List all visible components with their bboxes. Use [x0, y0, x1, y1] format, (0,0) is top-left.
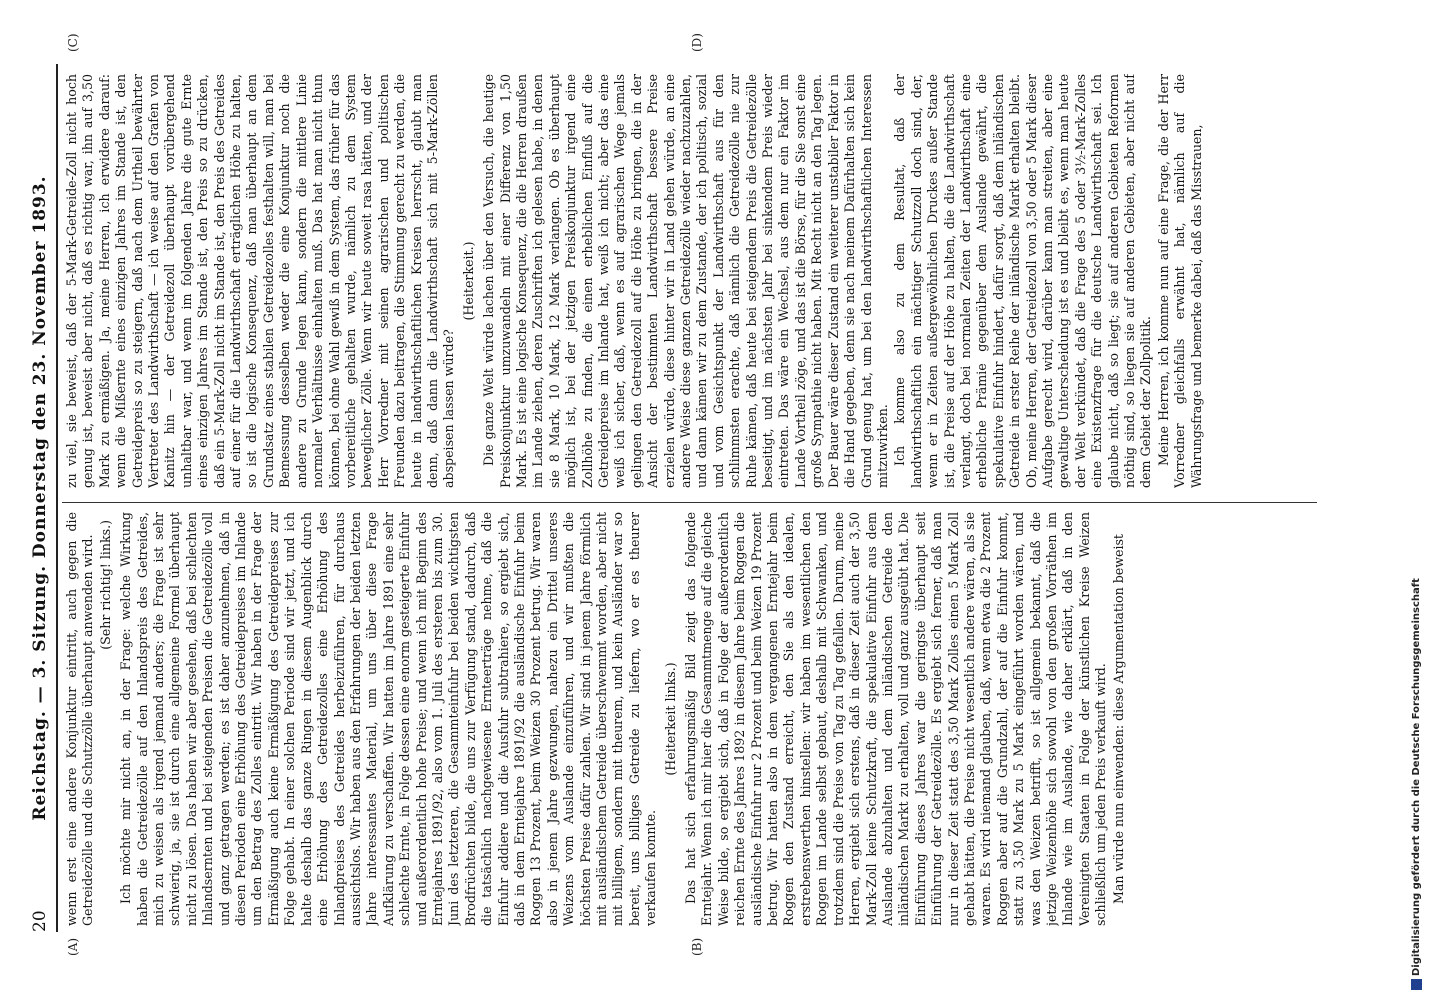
page-number: 20	[30, 910, 50, 932]
paragraph: Die ganze Welt würde lachen über den Versuch, die heutige Preiskonjunktur umzuwandeln mit einer Differenz von 1,50 Mark. Es ist eine logische Konsequenz, die die Herren draußen im Lande ziehen, deren Zuschriften ich gelesen habe, in denen sie 8 Mark, 10 Mark, 12 Mark verlangen. Ob es überhaupt möglich ist, bei der jetzigen Preiskonjunktur irgend eine Zollhöhe zu finden, die einen erheblichen Einfluß auf die Getreidepreise im Inlande hat, weiß ich nicht; aber das eine weiß ich sicher, daß, wenn es auf agrarischen Wege jemals gelingen den Getreidezoll auf die Höhe zu bringen, die in der Ansicht der bestimmten Landwirthschaft bessere Preise erzielen würde, diese hinter wir in Land gehen würde, an eine andere Weise diese ganzen Getreidezölle wieder nachzuzahlen, und dann kämen wir zu dem Zustande, der ich politisch, sozial und vom Gesichtspunkt der Landwirthschaft aus für den schlimmsten erachte, daß nämlich die Getreidezölle nie zur Ruhe kämen, daß heute bei steigendem Preis die Getreidezölle beseitigt, und im nächsten Jahr bei sinkendem Preis wieder eintreten. Das wäre ein Wechsel, aus dem nur ein Faktor im Lande Vortheil zöge, und das ist die Börse, für die Sie sonst eine große Sympathie nicht haben. Mit Recht nicht an den Tag legen. Der Bauer wäre dieser Zustand ein weiterer unstabiler Faktor in die Hand gegeben, denn sie nach meinem Dafürhalten sich kein Grund genug hat, um bei den landwirthschaftlichen Interessen mitzuwirken.	[481, 74, 890, 488]
paragraph: Das hat sich erfahrungsmäßig Bild zeigt das folgende Erntejahr. Wenn ich mir hier die Gesammtmenge auf die gleiche Weise bilde, so ergiebt sich, daß in Folge der außerordentlich reichen Ernte des Jahres 1892 in diesem Jahre beim Roggen die ausländische Einfuhr nur 2 Prozent und beim Weizen 19 Prozent betrug. Wir hatten also in dem vergangenen Erntejahr beim Roggen den Zustand erreicht, den Sie als den idealen, erstrebenswerthen hinstellen: wir haben im wesentlichen den Roggen im Lande selbst gebaut, deshalb mit Schwanken, und trotzdem sind die Preise von Tag zu Tag gefallen. Darum, meine Herren, ergiebt sich erstens, daß in dieser Zeit auch der 3,50 Mark-Zoll keine Schutzkraft, die spekulative Einfuhr aus dem Auslande abzuhalten und dem inländischen Getreide den inländischen Markt zu erhalten, voll und ganz ausgeübt hat. Die Einführung dieses Jahres war die geringste überhaupt seit Einführung der Getreidezölle. Es ergiebt sich ferner, daß man nur in dieser Zeit statt des 3,50 Mark Zolles einen 5 Mark Zoll gehabt hätten, die Preise nicht wesentlich andere wären, als sie waren. Es wird niemand glauben, daß, wenn etwa die 2 Prozent Roggen aber auf die Grundzahl, der auf die Einfuhr kommt, statt zu 3,50 Mark zu 5 Mark eingeführt worden wären, und was den Weizen betrifft, so ist allgemein bekannt, daß die jetzige Weizenhöhe sich sowohl von den großen Vorräthen im Inlande wie im Auslande, wie daher erklärt, daß in den Vereinigten Staaten in Folge der künstlichen Kreise Weizen schließlich um jeden Preis verkauft wird.	[683, 512, 1109, 926]
header-rule	[56, 64, 58, 932]
page-header	[28, 64, 52, 932]
paragraph: Ich möchte mir nicht an, in der Frage: welche Wirkung haben die Getreidezölle auf den Inlandspreis des Getreides, mich zu weisen als irgend jemand anders; die Frage ist sehr schwierig, ja, sie ist durch eine allgemeine Formel überhaupt nicht zu lösen. Das haben wir aber gesehen, daß bei schlechten Inlandsernten und bei steigenden Preisen die Getreidezölle voll und ganz getragen werden; es ist daher anzunehmen, daß in diesen Perioden eine Erhöhung des Getreidepreises im Inlande um den Betrag des Zolles eintritt. Wir haben in der Frage der Ermäßigung auch keine Ermäßigung des Getreidepreises zur Folge gehabt. In einer solchen Periode sind wir jetzt, und ich halte deshalb das ganze Ringen in diesem Augenblick durch eine Erhöhung des Getreidezolles eine Erhöhung des Inlandpreises des Getreides herbeizuführen, für durchaus aussichtslos. Wir haben aus den Erfahrungen der beiden letzten Jahre interessantes Material, um uns über diese Frage Aufklärung zu verschaffen. Wir hatten im Jahre 1891 eine sehr schlechte Ernte, in Folge dessen eine enorm gesteigerte Einfuhr und außerordentlich hohe Preise; und wenn ich mit Beginn des Erntejahres 1891/92, also vom 1. Juli des ersteren bis zum 30. Juni des letzteren, die Gesammteinfuhr bei beiden wichtigsten Brodfrüchten bilde, die uns zur Verfügung stand, dadurch, daß die tatsächlich nachgewiesene Ernteerträge nehme, daß die Einfuhr addiere und die Ausfuhr subtrahiere, so ergiebt sich, daß in dem Erntejahre 1891/92 die ausländische Einfuhr beim Roggen 13 Prozent, beim Weizen 30 Prozent betrug. Wir waren also in jenem Jahre gezwungen, nahezu ein Drittel unseres Weizens vom Auslande einzuführen, und wir mußten die höchsten Preise dafür zahlen. Wir sind in jenem Jahre förmlich mit ausländischem Getreide überschwemmt worden, aber nicht mit billigem, sondern mit theurem, und kein Ausländer war so bereit, uns billiges Getreide zu liefern, wo er es theurer verkaufen konnte.	[118, 512, 659, 926]
margin-mark-c: (C)	[66, 33, 80, 52]
paragraph: wenn erst eine andere Konjunktur eintritt, auch gegen die Getreidezölle und die Schutzzölle überhaupt anwenden wird.	[64, 512, 96, 926]
interjection: (Sehr richtig! links.)	[97, 520, 113, 650]
dfg-logo-icon	[1411, 979, 1422, 990]
paragraph: Meine Herren, ich komme nun auf eine Frage, die der Herr Vorredner gleichfalls erwähnt hat, nämlich auf die Währungsfrage und bemerke dabei, daß das Misstrauen,	[1155, 74, 1204, 488]
paragraph: zu viel, sie beweist, daß der 5-Mark-Getreide-Zoll nicht hoch genug ist, beweist aber nicht, daß es richtig war, ihn auf 3,50 Mark zu ermäßigen. Ja, meine Herren, ich erwidere darauf: wenn die Mißernte eines einzigen Jahres im Stande ist, den Getreidepreis so zu steigern, daß nach dem Urtheil bewährter Vertreter des Landwirthschaft — ich weise auf den Grafen von Kanitz hin — der Getreidezoll überhaupt vorübergehend unhaltbar war, und wenn im folgenden Jahre die gute Ernte eines einzigen Jahres im Stande ist, den Preis so zu drücken, daß ein 5-Mark-Zoll nicht im Stande ist, den Preis des Getreides auf einer für die Landwirthschaft erträglichen Höhe zu halten, so ist die logische Konsequenz, daß man überhaupt an dem Grundsatz eines stabilen Getreidezolles festhalten will, man bei Bemessung desselben weder die eine Konjunktur noch die andere zu Grunde legen kann, sondern die mittlere Linie normaler Verhältnisse einhalten muß. Das hat man nicht thun können, bei ohne Wahl gewiß in dem System, das früher für das vorbereitliche gehalten wurde, nämlich zu dem System beweglicher Zölle. Wenn wir heute soweit rasa hätten, und der Herr Vorredner mit seinen agrarischen und politischen Freunden dazu beitragen, die Stimmung gerecht zu werden, die heute in landwirthschaftlichen Kreisen herrscht, glaubt man denn, daß dann die Landwirthschaft sich mit 5-Mark-Zöllen abspeisen lassen würde?	[64, 74, 457, 488]
margin-mark-b: (B)	[690, 937, 704, 956]
paragraph: Ich komme also zu dem Resultat, daß der landwirthschaftlich ein mächtiger Schutzzoll doch sind, der, wenn er in Zeiten außergewöhnlichen Druckes außer Stande ist, die Preise auf der Höhe zu halten, die die Landwirthschaft verlangt, doch bei normalen Zeiten der Landwirthschaft eine erhebliche Prämie gegenüber dem Auslande gewährt, die spekulative Einfuhr hindert, dafür sorgt, daß dem inländischen Getreide in erster Reihe der inländische Markt erhalten bleibt. Ob, meine Herren, der Getreidezoll von 3,50 oder 5 Mark dieser Aufgabe gerecht wird, darüber kann man streiten, aber eine gewaltige Unterscheidung ist es und bleibt es, wenn man heute der Welt verkündet, daß die Frage des 5 oder 3½-Mark-Zolles eine Existenzfrage für die deutsche Landwirthschaft sei. Ich glaube nicht, daß so liegt; sie auf anderen Gebieten Reformen nöthig sind, so liegen sie auf anderen Gebieten, aber nicht auf dem Gebiet der Zollpolitik.	[892, 74, 1154, 488]
interjection: (Heiterkeit links.)	[662, 662, 678, 776]
page-title: Reichstag. — 3. Sitzung. Donnerstag den 23. November 1893.	[30, 175, 50, 821]
right-column	[64, 74, 1314, 488]
margin-mark-a: (A)	[66, 937, 80, 956]
digitization-footer	[1408, 10, 1426, 990]
interjection: (Heiterkeit.)	[460, 241, 476, 321]
paragraph: Man würde nun einwenden: diese Argumentation beweist	[1110, 534, 1126, 904]
column-rule	[62, 502, 1317, 503]
margin-mark-d: (D)	[690, 33, 704, 52]
left-column	[64, 512, 1314, 926]
footer-credit: Digitalisierung gefördert durch die Deutsche Forschungsgemeinschaft	[1411, 578, 1422, 976]
